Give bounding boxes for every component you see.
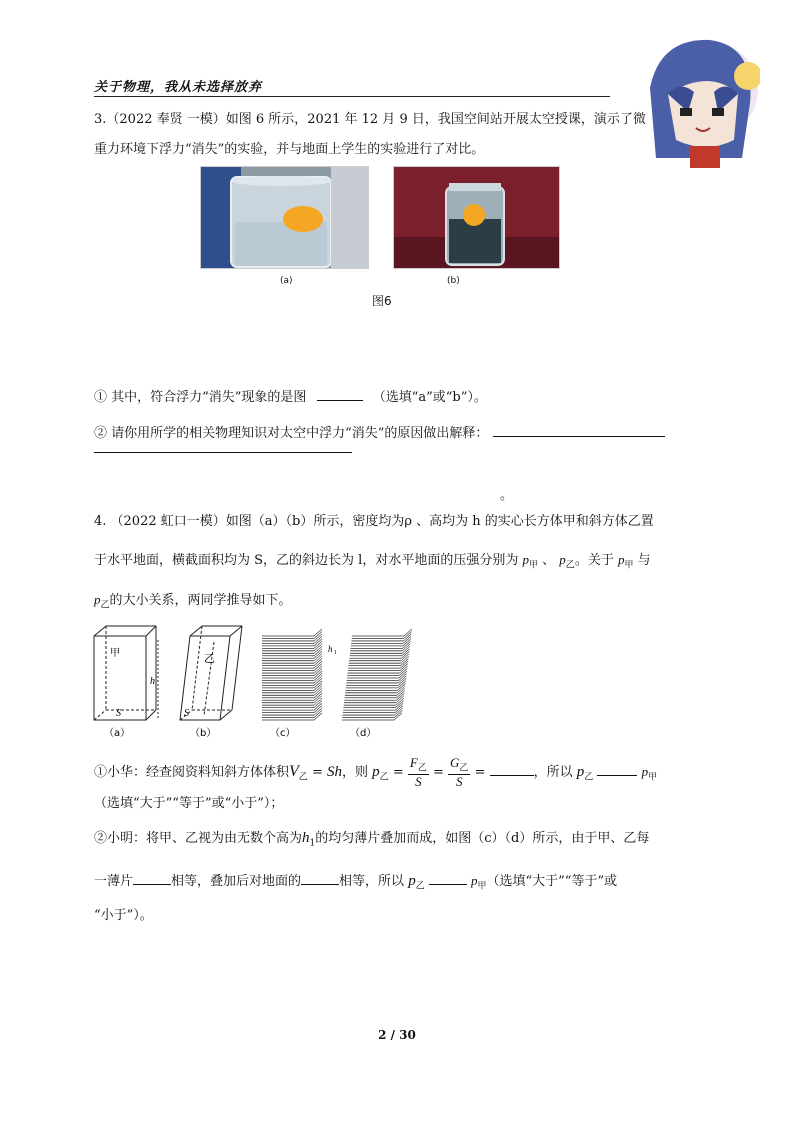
q3-sub1-blank[interactable]: [317, 386, 363, 401]
label-h1: h: [328, 644, 333, 654]
xm-blank-3[interactable]: [429, 870, 467, 885]
q3-sub2: [94, 422, 665, 444]
eq: =: [392, 765, 404, 780]
p-symbol: p: [470, 873, 478, 888]
header-title: 关于物理，我从未选择放弃: [94, 80, 263, 95]
V-symbol: V: [289, 763, 299, 780]
p-symbol: p: [522, 552, 529, 567]
sep: 、: [542, 553, 556, 568]
q3-period: 。: [500, 488, 514, 503]
photo-a-space-experiment: [200, 166, 369, 269]
p-symbol: p: [617, 552, 625, 567]
q4-xh-options: （选填“大于”“等于”或“小于”）；: [94, 796, 284, 811]
xh-so: ，所以: [533, 765, 573, 780]
page-number: 2 / 30: [378, 1028, 416, 1042]
label-jia: 甲: [110, 648, 120, 659]
q3-sub1-prefix: ① 其中，符合浮力“消失”现象的是图: [94, 390, 307, 405]
Sh: Sh: [327, 764, 342, 780]
xm1-pre: ②小明：将甲、乙视为由无数个高为: [94, 831, 303, 846]
S: S: [415, 774, 422, 790]
sub-yi: 乙: [459, 762, 469, 773]
fraction-F-over-S: [408, 756, 429, 790]
label-b: （b）: [190, 728, 217, 739]
xm2-a: 一薄片: [94, 874, 134, 889]
q4-xiaoming-1: [94, 828, 649, 854]
stacked-slices-d: [342, 629, 412, 720]
q3-sub2-blank-2[interactable]: [94, 452, 352, 453]
sub-yi: 乙: [584, 772, 594, 783]
p-symbol: p: [408, 873, 416, 889]
sub-yi: 乙: [379, 772, 389, 783]
q4-line3: [94, 590, 292, 616]
h1-symbol: h: [302, 830, 310, 846]
q4-line1: 4. （2022 虹口一模）如图（a）（b）所示，密度均为ρ 、高均为 h 的实心长方体甲和斜方体乙置: [94, 514, 654, 529]
sub-yi: 乙: [415, 881, 425, 892]
p-symbol: p: [372, 764, 380, 780]
q3-sub1-suffix: （选填“a”或“b”）。: [372, 390, 487, 405]
caption-a: (a): [280, 276, 293, 286]
label-c: （c）: [270, 728, 296, 739]
label-s1: S: [116, 708, 121, 719]
sub-jia: 甲: [648, 772, 658, 783]
sub-jia: 甲: [477, 881, 487, 892]
sub-yi: 乙: [417, 762, 427, 773]
h1-sub: 1: [309, 838, 316, 849]
q4-xiaoming-2: [94, 870, 617, 897]
S: S: [455, 774, 463, 790]
F: F: [409, 754, 418, 770]
q3-line2: 重力环境下浮力“消失”的实验，并与地面上学生的实验进行了对比。: [94, 142, 485, 157]
xm1-post: 的均匀薄片叠加而成，如图（c）（d）所示，由于甲、乙每: [315, 831, 650, 846]
label-h: h: [150, 676, 155, 687]
p-symbol: p: [94, 592, 101, 607]
xh-blank-1[interactable]: [490, 761, 534, 776]
q4-xiaoming-3: “小于”）。: [94, 908, 153, 923]
xm2-d: （选填“大于”“等于”或: [486, 874, 618, 889]
label-s2: S: [184, 708, 189, 719]
q4-line2: [94, 550, 651, 576]
label-h1-sub: 1: [334, 650, 337, 656]
xm-blank-2[interactable]: [301, 870, 339, 885]
q4-xiaohua: [94, 755, 657, 795]
G: G: [450, 754, 460, 770]
q3-sub1: [94, 386, 487, 408]
fraction-G-over-S: [448, 756, 470, 790]
caption-b: (b): [447, 276, 460, 286]
q3-sub2-blank-1[interactable]: [493, 422, 665, 437]
eq: =: [432, 765, 444, 780]
anime-avatar-illustration: [610, 28, 760, 168]
xm2-b: 相等，叠加后对地面的: [171, 874, 302, 889]
xm-blank-1[interactable]: [133, 870, 171, 885]
xh-blank-2[interactable]: [597, 761, 637, 776]
eq: =: [311, 765, 323, 780]
p-symbol: p: [576, 764, 585, 780]
eq: =: [474, 765, 486, 780]
q3-line1: 3.（2022 奉贤 一模）如图 6 所示，2021 年 12 月 9 日，我国空间站开展太空授课，演示了微: [94, 112, 646, 127]
figure-6-title: 图6: [372, 294, 392, 308]
q4-line3-post: 的大小关系，两同学推导如下。: [109, 593, 292, 608]
q3-sub2-text: ② 请你用所学的相关物理知识对太空中浮力“消失”的原因做出解释：: [94, 426, 489, 441]
label-a: （a）: [104, 728, 131, 739]
sub-jia: 甲: [624, 560, 634, 571]
stacked-slices-c: [262, 629, 322, 720]
q4-figure-solids: [90, 622, 420, 742]
label-d: （d）: [350, 728, 377, 739]
word-yu: 与: [637, 553, 651, 568]
p-symbol: p: [641, 764, 649, 779]
label-yi: 乙: [204, 652, 215, 665]
xh-mid: ，则: [342, 765, 369, 780]
xm2-c: 相等，所以: [339, 874, 405, 889]
sub-yi: 乙: [565, 560, 575, 571]
sub-jia: 甲: [528, 560, 538, 571]
sub-yi: 乙: [100, 600, 110, 611]
p-symbol: p: [559, 552, 566, 567]
sub-yi: 乙: [298, 772, 308, 783]
photo-b-ground-experiment: [393, 166, 560, 269]
xh-pre: ①小华：经查阅资料知斜方体体积: [94, 765, 290, 780]
q4-line2-pre: 于水平地面，横截面积均为 S，乙的斜边长为 l，对水平地面的压强分别为: [94, 553, 519, 568]
q4-line2-post: 。关于: [574, 553, 614, 568]
